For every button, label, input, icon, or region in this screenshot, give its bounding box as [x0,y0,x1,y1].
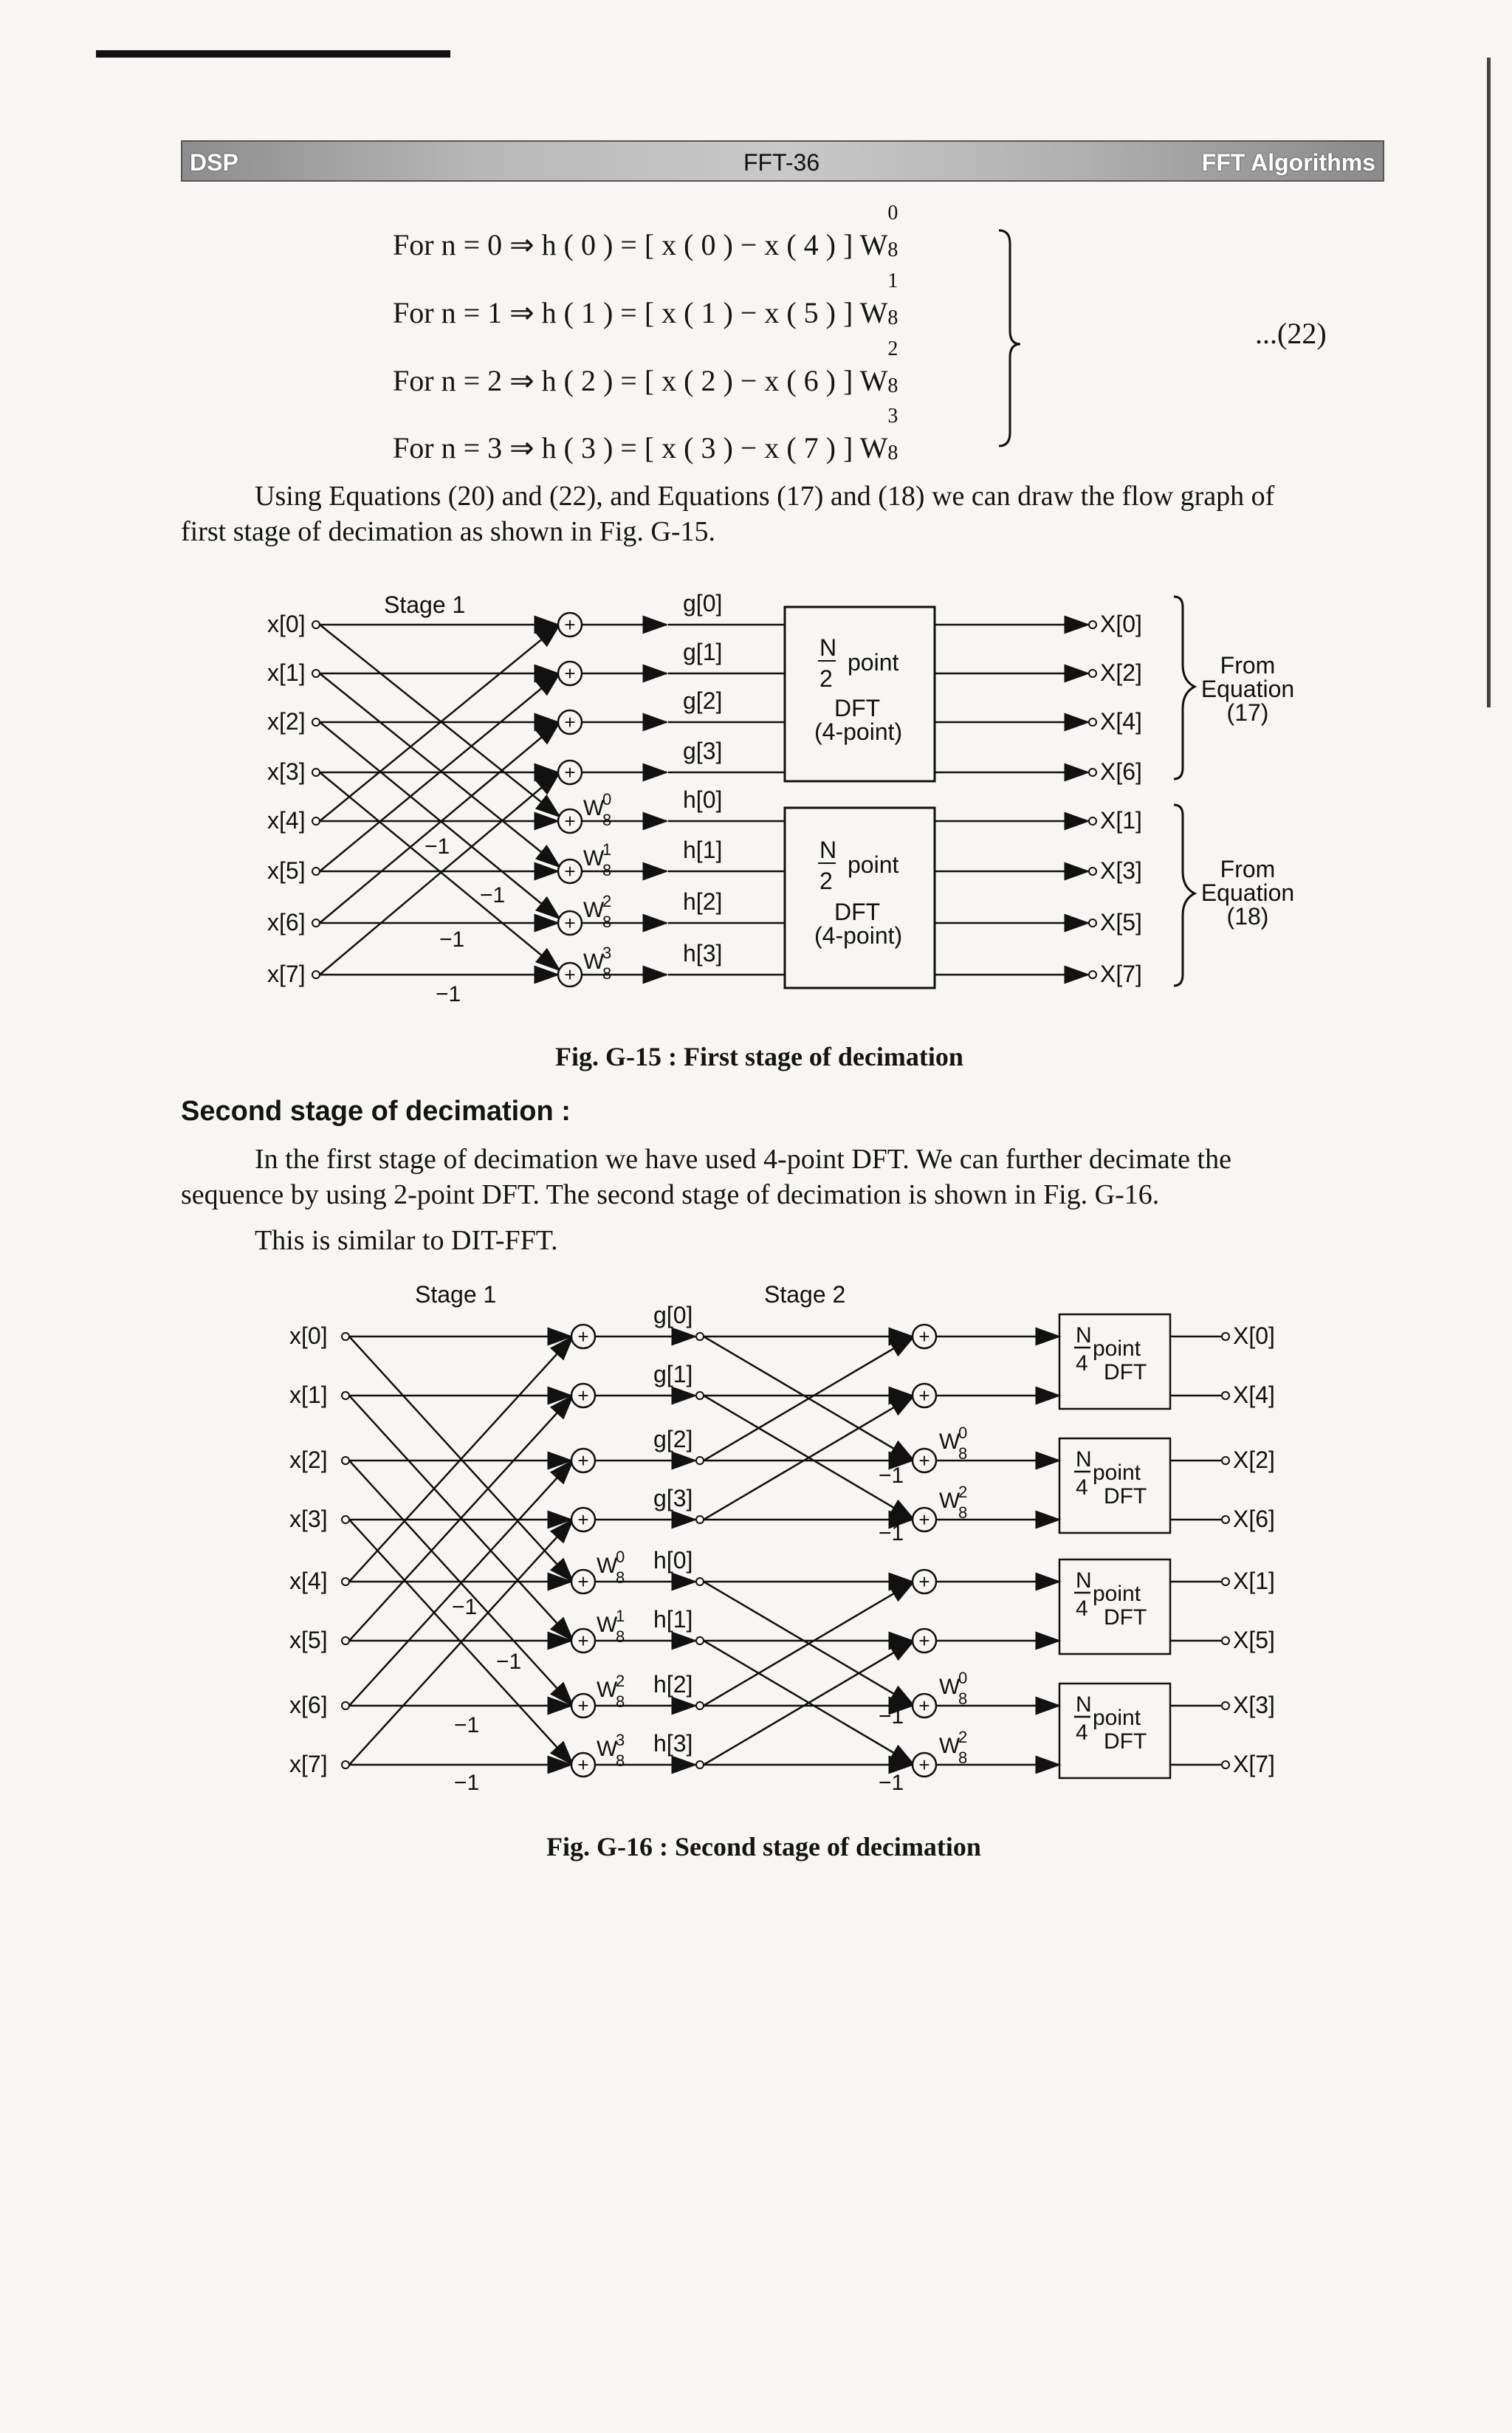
block-point: point [848,649,899,676]
block-point: point [1093,1461,1141,1485]
block-denominator: 2 [819,868,833,894]
input-node [312,621,320,628]
mid-node [696,1457,704,1464]
input-node [342,1392,349,1399]
twiddle-factor-exp: 1 [602,840,612,859]
adder-plus: + [577,1695,589,1717]
brace-label: From [1220,856,1276,882]
output-label: X[1] [1100,807,1142,834]
brace-label: From [1220,652,1276,679]
adder-plus: + [564,964,576,986]
twiddle-factor-sub: 8 [602,913,612,931]
adder-plus: + [577,1449,589,1472]
paragraph-line: Using Equations (20) and (22), and Equations (17) and (18) we can draw the flow graph of [255,481,1275,512]
output-node [1089,718,1096,726]
twiddle-factor-exp: 2 [616,1672,625,1690]
minus-one-label: −1 [480,883,506,907]
block-dft: DFT [834,899,881,925]
twiddle-factor-sub: 8 [602,811,612,829]
brace-label: Equation [1200,676,1295,702]
brace-label: (18) [1226,903,1269,930]
output-label: X[2] [1100,659,1142,686]
dft-block-odd [785,808,935,988]
minus-one-label: −1 [879,1771,904,1795]
output-node [1089,817,1096,825]
input-node [342,1637,349,1644]
twiddle-factor: W [583,898,605,922]
block-denominator: 4 [1076,1720,1088,1745]
adder-plus: + [564,912,576,934]
minus-one-label: −1 [454,1771,480,1795]
figure-caption: Fig. G-15 : First stage of decimation [555,1042,963,1071]
input-node [312,971,320,978]
twiddle-factor-sub: 8 [958,1749,968,1767]
adder-plus: + [564,761,576,783]
output-label: X[1] [1233,1568,1275,1594]
mid-label: h[2] [683,888,723,915]
output-node [1089,769,1096,776]
twiddle-factor: W [583,846,605,871]
output-node [1089,670,1096,677]
header-right: FFT Algorithms [1201,149,1375,176]
block-dft: DFT [1104,1484,1147,1509]
twiddle-factor: W [939,1675,961,1699]
adder-plus: + [577,1571,589,1593]
twiddle-factor: W [597,1613,618,1637]
block-denominator: 4 [1076,1351,1088,1376]
input-label: x[2] [267,708,306,735]
block-size: (4-point) [814,922,903,949]
input-node [312,868,320,875]
twiddle-factor-exp: 3 [602,944,612,962]
twiddle-factor: W [597,1678,618,1702]
brace-label: Equation [1200,879,1295,906]
minus-one-label: −1 [879,1704,904,1729]
output-node [1222,1457,1229,1464]
paragraph-line: This is similar to DIT-FFT. [255,1225,558,1256]
dft-block-even [785,607,935,781]
stage-label: Stage 1 [415,1281,497,1308]
input-node [312,718,320,726]
input-label: x[1] [289,1382,328,1408]
header-left: DSP [190,149,238,176]
input-label: x[1] [267,659,306,686]
block-point: point [1093,1582,1141,1606]
twiddle-factor-exp: 0 [958,1424,968,1442]
mid-label: g[3] [653,1485,693,1511]
adder-plus: + [577,1325,589,1348]
minus-one-label: −1 [879,1521,904,1545]
adder-plus: + [918,1630,930,1652]
mid-label: g[2] [653,1426,693,1452]
input-label: x[0] [267,611,306,637]
block-n: N [819,634,837,661]
stage-label: Stage 2 [764,1281,846,1308]
input-node [342,1578,349,1585]
input-label: x[6] [267,909,306,936]
twiddle-factor: W [597,1737,618,1761]
output-node [1222,1702,1229,1709]
input-node [312,769,320,776]
twiddle-factor-exp: 2 [602,892,612,910]
output-label: X[2] [1233,1447,1275,1473]
figure-g16 [289,1281,1275,1795]
adder-plus: + [918,1449,930,1472]
input-node [342,1333,349,1340]
output-node [1222,1516,1229,1523]
input-label: x[6] [289,1692,328,1718]
input-label: x[5] [267,857,306,884]
twiddle-factor-exp: 3 [616,1731,625,1749]
paragraph-line: sequence by using 2-point DFT. The second stage of decimation is shown in Fig. G-16. [181,1179,1160,1210]
input-label: x[3] [289,1506,328,1532]
mid-label: h[2] [653,1671,693,1698]
stage-label: Stage 1 [384,591,466,618]
input-node [342,1702,349,1709]
mid-label: g[0] [683,590,723,617]
mid-label: g[3] [683,738,723,764]
block-n: N [1076,1568,1092,1593]
adder-plus: + [564,860,576,882]
output-node [1089,868,1096,875]
adder-plus: + [564,810,576,832]
section-heading: Second stage of decimation : [181,1096,571,1127]
mid-label: h[0] [653,1547,693,1574]
block-denominator: 4 [1076,1596,1088,1621]
twiddle-factor: W [583,796,605,820]
output-node [1222,1761,1229,1768]
input-node [342,1761,349,1768]
minus-one-label: −1 [436,982,461,1006]
mid-label: g[1] [653,1361,693,1387]
twiddle-factor-sub: 8 [616,1751,625,1770]
block-n: N [1076,1447,1092,1472]
input-label: x[4] [267,807,306,834]
input-label: x[0] [289,1322,328,1349]
block-point: point [1093,1336,1141,1361]
output-node [1222,1333,1229,1340]
block-denominator: 4 [1076,1475,1088,1500]
output-label: X[6] [1233,1506,1275,1532]
twiddle-factor-sub: 8 [958,1689,968,1708]
minus-one-label: −1 [439,927,465,952]
adder-plus: + [564,662,576,684]
block-dft: DFT [1104,1729,1147,1754]
output-label: X[0] [1233,1322,1275,1349]
adder-plus: + [577,1630,589,1652]
twiddle-factor: W [939,1489,961,1513]
mid-label: h[3] [683,940,723,967]
block-n: N [819,837,837,863]
adder-plus: + [918,1509,930,1531]
minus-one-label: −1 [454,1713,480,1737]
output-label: X[4] [1100,708,1142,735]
twiddle-factor-exp: 0 [616,1548,625,1566]
output-node [1222,1578,1229,1585]
equation-row: For n = 3 ⇒ h ( 3 ) = [ x ( 3 ) − x ( 7 ) ] W 3 8 [393,405,898,464]
twiddle-factor-sub: 8 [602,964,612,983]
twiddle-factor-exp: 0 [602,790,612,809]
twiddle-factor: W [583,950,605,974]
twiddle-factor: W [939,1430,961,1454]
equation-number: ...(22) [1255,317,1327,350]
page-number: FFT-36 [743,149,820,176]
block-dft: DFT [834,695,881,721]
input-label: x[4] [289,1568,328,1594]
twiddle-factor-sub: 8 [616,1692,625,1711]
output-node [1089,621,1096,628]
minus-one-label: −1 [452,1595,478,1619]
mid-node [696,1333,704,1340]
twiddle-factor-exp: 0 [958,1669,968,1687]
adder-plus: + [577,1509,589,1531]
minus-one-label: −1 [879,1463,904,1488]
block-dft: DFT [1104,1605,1147,1630]
twiddle-factor-sub: 8 [616,1568,625,1587]
input-node [342,1516,349,1523]
equation-row: For n = 1 ⇒ h ( 1 ) = [ x ( 1 ) − x ( 5 ) ] W 1 8 [393,270,898,329]
output-label: X[5] [1100,909,1142,936]
brace-label: (17) [1226,699,1269,726]
block-point: point [1093,1706,1141,1730]
equation-row: For n = 2 ⇒ h ( 2 ) = [ x ( 2 ) − x ( 6 ) ] W 2 8 [393,337,898,397]
twiddle-factor: W [939,1734,961,1758]
block-n: N [1076,1692,1092,1717]
mid-label: h[1] [653,1606,693,1633]
block-denominator: 2 [819,665,833,692]
block-dft: DFT [1104,1360,1147,1384]
adder-plus: + [918,1754,930,1776]
twiddle-factor: W [597,1554,618,1578]
figure-caption: Fig. G-16 : Second stage of decimation [546,1832,981,1861]
adder-plus: + [918,1384,930,1407]
input-node [312,919,320,927]
input-label: x[7] [267,961,306,987]
twiddle-factor-exp: 1 [616,1607,625,1625]
input-node [312,817,320,825]
minus-one-label: −1 [496,1650,522,1674]
mid-label: h[0] [683,786,723,813]
input-node [312,670,320,677]
mid-node [696,1637,704,1644]
block-n: N [1076,1323,1092,1348]
paragraph-line: In the first stage of decimation we have used 4-point DFT. We can further decimate the [255,1144,1231,1175]
adder-plus: + [918,1571,930,1593]
input-label: x[5] [289,1627,328,1653]
output-node [1222,1392,1229,1399]
paragraph-line: first stage of decimation as shown in Fig. G-15. [181,516,716,547]
twiddle-factor-sub: 8 [602,861,612,879]
minus-one-label: −1 [425,834,450,859]
adder-plus: + [564,614,576,636]
output-node [1222,1637,1229,1644]
output-label: X[3] [1233,1692,1275,1718]
equation-row: For n = 0 ⇒ h ( 0 ) = [ x ( 0 ) − x ( 4 ) ] W 0 8 [393,202,898,261]
output-label: X[4] [1233,1382,1275,1408]
adder-plus: + [918,1325,930,1348]
adder-plus: + [577,1754,589,1776]
mid-label: h[3] [653,1730,693,1757]
adder-plus: + [564,711,576,733]
mid-node [696,1516,704,1523]
input-label: x[7] [289,1751,328,1777]
output-label: X[6] [1100,758,1142,785]
figure-g15 [267,590,1294,1006]
mid-label: g[2] [683,687,723,714]
mid-label: g[1] [683,639,723,665]
input-label: x[3] [267,758,306,785]
output-node [1089,919,1096,927]
mid-node [696,1392,704,1399]
input-label: x[2] [289,1447,328,1473]
mid-node [696,1702,704,1709]
mid-node [696,1761,704,1768]
output-label: X[7] [1100,961,1142,987]
output-label: X[0] [1100,611,1142,637]
mid-label: h[1] [683,837,723,863]
twiddle-factor-sub: 8 [616,1627,625,1646]
output-label: X[3] [1100,857,1142,884]
twiddle-factor-sub: 8 [958,1444,968,1463]
adder-plus: + [577,1384,589,1407]
output-label: X[5] [1233,1627,1275,1653]
block-size: (4-point) [814,718,903,745]
mid-label: g[0] [653,1302,693,1328]
twiddle-factor-exp: 2 [958,1728,968,1746]
output-label: X[7] [1233,1751,1275,1777]
mid-node [696,1578,704,1585]
twiddle-factor-exp: 2 [958,1483,968,1501]
twiddle-factor-sub: 8 [958,1503,968,1522]
output-node [1089,971,1096,978]
adder-plus: + [918,1695,930,1717]
block-point: point [848,851,899,878]
input-node [342,1457,349,1464]
